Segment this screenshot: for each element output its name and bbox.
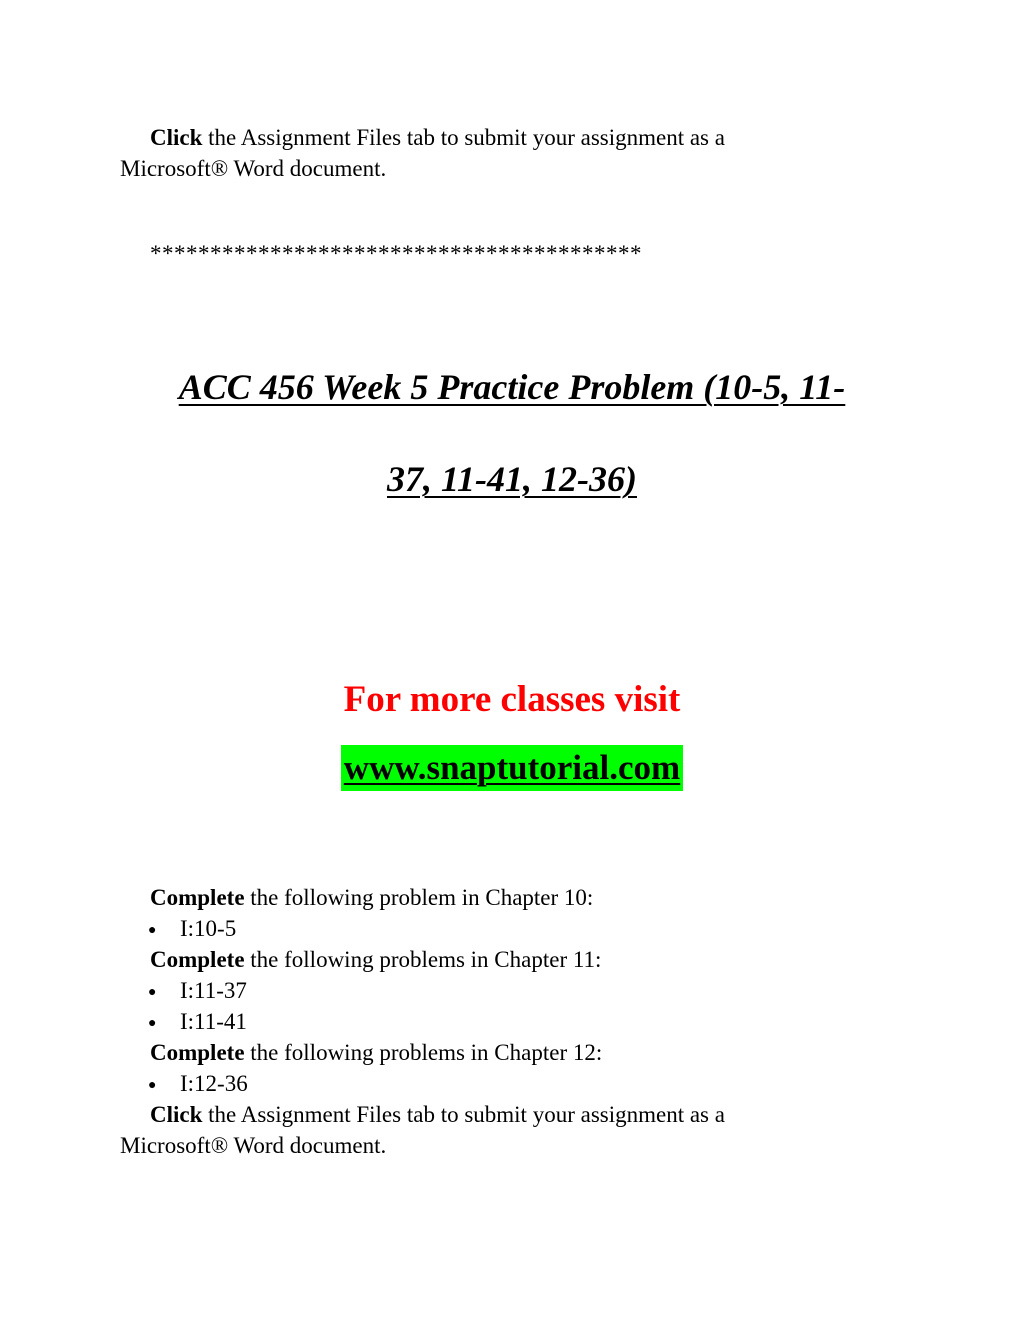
closing-bold: Click xyxy=(150,1102,203,1127)
instruction-ch10 xyxy=(150,882,593,913)
list-item xyxy=(148,913,236,946)
instruction-ch12-bold: Complete xyxy=(150,1040,245,1065)
instruction-ch11-bold: Complete xyxy=(150,947,245,972)
separator-stars: ***************************************** xyxy=(150,241,642,266)
list-item-label: I:11-37 xyxy=(180,978,247,1003)
instruction-ch10-text: the following problem in Chapter 10: xyxy=(244,885,594,910)
bullet-icon: ● xyxy=(148,985,157,1001)
snaptutorial-link[interactable]: www.snaptutorial.com xyxy=(341,745,683,791)
instruction-ch10-bold: Complete xyxy=(150,885,245,910)
list-item-label: I:10-5 xyxy=(180,916,237,941)
intro-text: the Assignment Files tab to submit your assignment as a xyxy=(202,125,725,150)
page-title-line-1: ACC 456 Week 5 Practice Problem (10-5, 11- xyxy=(178,367,846,407)
instruction-ch12 xyxy=(150,1037,602,1068)
promo-text: For more classes visit xyxy=(343,679,681,720)
bullet-icon: ● xyxy=(148,1016,157,1032)
list-item xyxy=(148,1068,248,1101)
closing-line-1 xyxy=(150,1099,725,1130)
instruction-ch11-text: the following problems in Chapter 11: xyxy=(244,947,602,972)
intro-bold: Click xyxy=(150,125,203,150)
instruction-ch12-text: the following problems in Chapter 12: xyxy=(244,1040,603,1065)
instruction-ch11 xyxy=(150,944,601,975)
page-title-line-2: 37, 11-41, 12-36) xyxy=(387,459,637,499)
bullet-icon: ● xyxy=(148,923,157,939)
bullet-icon: ● xyxy=(148,1078,157,1094)
intro-line-2: Microsoft® Word document. xyxy=(120,156,387,181)
intro-line-1 xyxy=(150,122,725,153)
list-item xyxy=(148,975,247,1008)
promo-link-wrap xyxy=(0,745,1024,791)
closing-text: the Assignment Files tab to submit your assignment as a xyxy=(202,1102,725,1127)
closing-line-2: Microsoft® Word document. xyxy=(120,1133,387,1158)
list-item-label: I:11-41 xyxy=(180,1009,247,1034)
list-item-label: I:12-36 xyxy=(180,1071,248,1096)
list-item xyxy=(148,1006,247,1039)
